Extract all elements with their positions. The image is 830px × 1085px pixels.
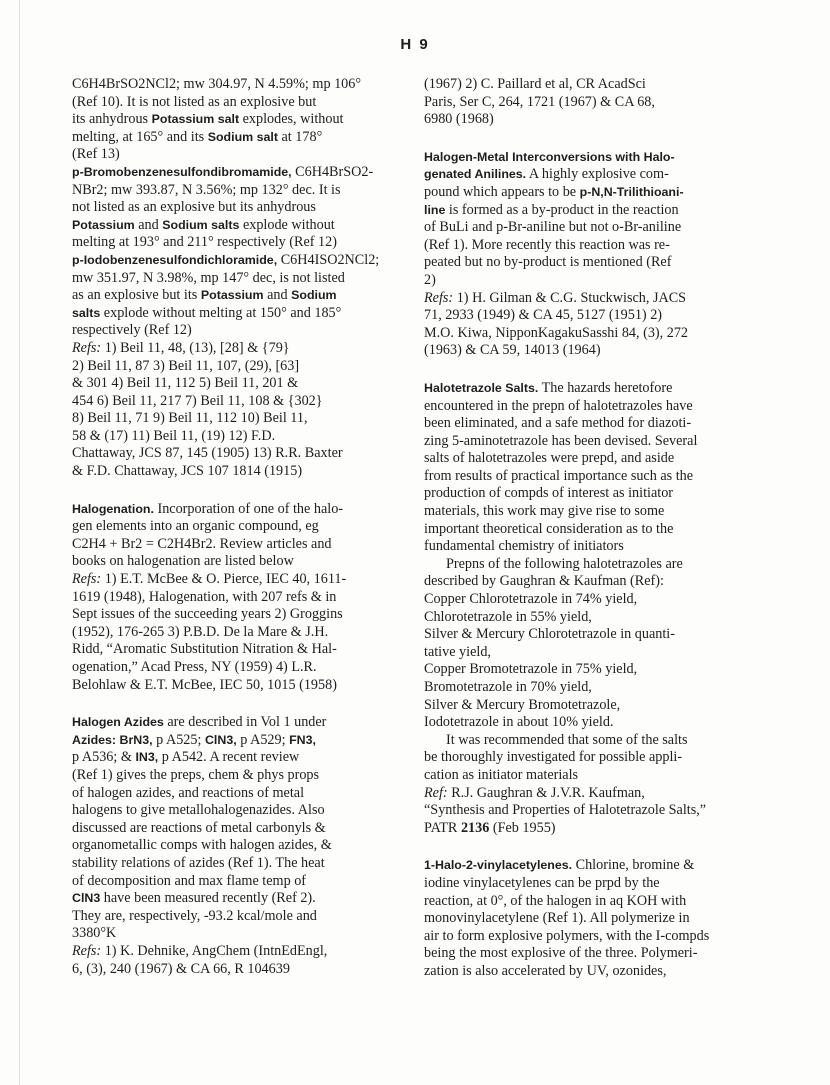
salt-term: Sodium [291, 288, 337, 303]
text-line: of BuLi and p-Br-aniline but not o-Br-aniline [424, 219, 682, 236]
text-line: iodine vinylacetylenes can be prpd by the [424, 874, 660, 891]
text-line: zation is also accelerated by UV, ozonides, [424, 962, 667, 979]
refs-label: Refs: [72, 942, 102, 959]
refs-label: Refs: [424, 289, 454, 306]
scan-edge [19, 0, 20, 1085]
reference-line: 6980 (1968) [424, 111, 494, 128]
salt-term: Potassium [200, 288, 264, 303]
reference-line: 6, (3), 240 (1967) & CA 66, R 104639 [72, 960, 290, 977]
text-line: discussed are reactions of metal carbonyls & [72, 819, 326, 836]
list-item: Silver & Mercury Bromotetrazole, [424, 696, 621, 713]
text-line: zing 5-aminotetrazole has been devised. Several [424, 432, 698, 449]
reference-line: Paris, Ser C, 264, 1721 (1967) & CA 68, [424, 93, 655, 110]
text-line: encountered in the prepn of halotetrazoles have [424, 397, 693, 414]
entry-halogenation: Halogenation. Incorporation of one of the halo- gen elements into an organic compound, eg C2H4 + Br2 = C2H4Br2. Review articles and books on halogenation are listed below Refs: 1) E.T. McBee & O. Pierce, IEC 40, 1611- 1619 (1948), Halogenation, with 207 refs & in Sept issues of the succeeding years 2) Groggins (1952), 176-265 3) P.B.D. De la Mare & J.H. Ridd, “Aromatic Substitution Nitration & Hal- ogenation,” Acad Press, NY (1959) 4) L.R. Belohlaw & E.T. McBee, IEC 50, 1015 (1958) [72, 501, 390, 695]
text-line: (Ref 1). More recently this reaction was re- [424, 236, 670, 253]
text-line: books on halogenation are listed below [72, 553, 294, 570]
text-line: gen elements into an organic compound, eg [72, 518, 319, 535]
entry-heading: 1-Halo-2-vinylacetylenes. [424, 858, 573, 873]
text-line: of decomposition and max flame temp of [72, 872, 307, 889]
text-line: mw 351.97, N 3.98%, mp 147° dec, is not listed [72, 269, 345, 286]
text-line: Prepns of the following halotetrazoles are [446, 555, 683, 572]
text-line: production of compds of interest as initiator [424, 485, 674, 502]
refs-label: Refs: [72, 571, 102, 588]
entry-halogen-azides: Halogen Azides are described in Vol 1 under Azides: BrN3, p A525; ClN3, p A529; FN3, p A536; & IN3, p A542. A recent review (Ref 1) gives the preps, chem & phys props of halogen azides, and reactions of metal halogens to give metallohalogenazides. Also discussed are reactions of metal carbonyls & organometallic comps with halogen azides, & stability relations of azides (Ref 1). The heat of decomposition and max flame temp of ClN3 have been measured recently (Ref 2). They are, respectively, -93.2 kcal/mole and 3380°K Refs: 1) K. Dehnike, AngChem (IntnEdEngl, 6, (3), 240 (1967) & CA 66, R 104639 [72, 714, 390, 978]
text-line: materials, this work may give rise to some [424, 503, 665, 520]
entry-chlorobenzenesulfondichloramide: C6H4BrSO2NCl2; mw 304.97, N 4.59%; mp 106° (Ref 10). It is not listed as an explosive but its anhydrous Potassium salt explodes, without melting, at 165° and its Sodium salt at 178° (Ref 13) [72, 76, 390, 164]
text-line: been eliminated, and a safe method for diazoti- [424, 415, 692, 432]
formula: C6H4BrSO2- [291, 163, 374, 180]
page-number: H 9 [400, 36, 430, 53]
list-item: Silver & Mercury Chlorotetrazole in quanti- [424, 626, 675, 643]
text-line: They are, respectively, -93.2 kcal/mole and [72, 907, 317, 924]
salt-term: salts [72, 305, 101, 320]
text-line: halogens to give metallohalogenazides. Also [72, 802, 325, 819]
text-line: monovinylacetylene (Ref 1). All polymerize in [424, 910, 690, 927]
left-column [72, 76, 390, 978]
salt-term: Potassium [72, 217, 135, 232]
text-line: important theoretical consideration as to the [424, 520, 674, 537]
text-line: 2) [424, 271, 436, 288]
text-line: 3380°K [72, 925, 117, 942]
list-item: Copper Chlorotetrazole in 74% yield, [424, 591, 638, 608]
text-line: from results of practical importance such as the [424, 467, 694, 484]
entry-bromobenzenesulfondibromamide: p-Bromobenzenesulfondibromamide, C6H4BrSO2- NBr2; mw 393.87, N 3.56%; mp 132° dec. It is not listed as an explosive but its anhydrous Potassium and Sodium salts explode without melting at 193° and 211° respectively (Ref 12) [72, 164, 390, 252]
reference-line: M.O. Kiwa, NipponKagakuSasshi 84, (3), 272 [424, 324, 689, 341]
text-line: be thoroughly investigated for possible appli- [424, 749, 683, 766]
text-line: being the most explosive of the three. Polymeri- [424, 945, 698, 962]
text-line: peated but no by-product is mentioned (Ref [424, 254, 672, 271]
text-line: C6H4BrSO2NCl2; mw 304.97, N 4.59%; mp 106° [72, 76, 362, 92]
reference-line: Belohlaw & E.T. McBee, IEC 50, 1015 (1958) [72, 676, 337, 693]
references-block: Refs: 1) Beil 11, 48, (13), [28] & {79} 2) Beil 11, 87 3) Beil 11, 107, (29), [63] & 301 4) Beil 11, 112 5) Beil 11, 201 & 454 6) Beil 11, 217 7) Beil 11, 108 & {302} 8) Beil 11, 71 9) Beil 11, 112 10) Beil 11, 58 & (17) 11) Beil 11, (19) 12) F.D. Chattaway, JCS 87, 145 (1905) 13) R.R. Baxter & F.D. Chattaway, JCS 107 1814 (1915) [72, 340, 390, 481]
formula: C6H4ISO2NCl2; [277, 251, 380, 268]
text-line: NBr2; mw 393.87, N 3.56%; mp 132° dec. It is [72, 181, 341, 198]
reference-line: 1619 (1948), Halogenation, with 207 refs & in [72, 588, 337, 605]
entry-heading: Halogen-Metal Interconversions with Halo- [424, 149, 675, 164]
text-line: melting at 193° and 211° respectively (Ref 12) [72, 234, 337, 251]
text-line: organometallic comps with halogen azides, & [72, 837, 332, 854]
reference-line: (1952), 176-265 3) P.B.D. De la Mare & J.H. [72, 623, 329, 640]
entry-halo-vinylacetylenes: 1-Halo-2-vinylacetylenes. Chlorine, bromine & iodine vinylacetylenes can be prpd by the reaction, at 0°, of the halogen in aq KOH with monovinylacetylene (Ref 1). All polymerize in air to form explosive polymers, with the I-compds being the most explosive of the three. Polymeri- zation is also accelerated by UV, ozonides, [424, 857, 742, 980]
text-line: reaction, at 0°, of the halogen in aq KOH with [424, 892, 687, 909]
list-item: Iodotetrazole in about 10% yield. [424, 714, 614, 731]
entry-heading: Halogenation. [72, 501, 154, 516]
reference-line: “Synthesis and Properties of Halotetrazole Salts,” [424, 802, 707, 819]
entry-halotetrazole-salts: Halotetrazole Salts. The hazards heretofore encountered in the prepn of halotetrazoles have been eliminated, and a safe method for diazoti- zing 5-aminotetrazole has been devised. Several salts of halotetrazoles were prepd, and aside from results of practical importance such as the production of compds of interest as initiator materials, this work may give rise to some important theoretical consideration as to the fundamental chemistry of initiators Prepns of the following halotetrazoles are described by Gaughran & Kaufman (Ref): Copper Chlorotetrazole in 74% yield, Chlorotetrazole in 55% yield, Silver & Mercury Chlorotetrazole in quanti- tative yield, Copper Bromotetrazole in 75% yield, Bromotetrazole in 70% yield, Silver & Mercury Bromotetrazole, Iodotetrazole in about 10% yield. It was recommended that some of the salts be thoroughly investigated for possible appli- cation as initiator materials Ref: R.J. Gaughran & J.V.R. Kaufman, “Synthesis and Properties of Halotetrazole Salts,” PATR 2136 (Feb 1955) [424, 380, 742, 837]
list-item: Copper Bromotetrazole in 75% yield, [424, 661, 638, 678]
entry-iodobenzenesulfondichloramide: p-Iodobenzenesulfondichloramide, C6H4ISO2NCl2; mw 351.97, N 3.98%, mp 147° dec, is not listed as an explosive but its Potassium and Sodium salts explode without melting at 150° and 185° respectively (Ref 12) [72, 252, 390, 340]
list-item: tative yield, [424, 643, 491, 660]
reference-line: Chattaway, JCS 87, 145 (1905) 13) R.R. Baxter [72, 445, 343, 462]
reference-line: Sept issues of the succeeding years 2) Groggins [72, 606, 343, 623]
reference-line: ogenation,” Acad Press, NY (1959) 4) L.R. [72, 659, 317, 675]
list-item: Bromotetrazole in 70% yield, [424, 679, 592, 695]
entry-heading: genated Anilines. [424, 167, 527, 182]
salt-term: Sodium salts [162, 217, 240, 232]
entry-halogen-metal-interconversions: Halogen-Metal Interconversions with Halo- genated Anilines. A highly explosive com- pound which appears to be p-N,N-Trilithioani- line is formed as a by-product in the reaction of BuLi and p-Br-aniline but not o-Br-aniline (Ref 1). More recently this reaction was re- peated but no by-product is mentioned (Ref 2) Refs: 1) H. Gilman & C.G. Stuckwisch, JACS 71, 2933 (1949) & CA 45, 5127 (1951) 2) M.O. Kiwa, NipponKagakuSasshi 84, (3), 272 (1963) & CA 59, 14013 (1964) [424, 149, 742, 360]
text-line: stability relations of azides (Ref 1). The heat [72, 854, 325, 871]
reference-line: 2) Beil 11, 87 3) Beil 11, 107, (29), [63] [72, 357, 300, 374]
text-line: fundamental chemistry of initiators [424, 538, 624, 555]
list-item: Chlorotetrazole in 55% yield, [424, 608, 592, 625]
text-line: air to form explosive polymers, with the I-compds [424, 927, 710, 944]
salt-term: Sodium salt [207, 129, 278, 144]
reference-line: (1967) 2) C. Paillard et al, CR AcadSci [424, 76, 646, 92]
text-line: (Ref 1) gives the preps, chem & phys props [72, 766, 320, 783]
text-line: cation as initiator materials [424, 766, 579, 783]
reference-line: 8) Beil 11, 71 9) Beil 11, 112 10) Beil 11, [72, 410, 308, 427]
reference-line: 58 & (17) 11) Beil 11, (19) 12) F.D. [72, 427, 276, 444]
text-line: C2H4 + Br2 = C2H4Br2. Review articles and [72, 535, 332, 552]
text-line: salts of halotetrazoles were prepd, and aside [424, 450, 675, 467]
refs-label: Refs: [72, 339, 102, 356]
right-column [424, 76, 742, 981]
text-line: (Ref 13) [72, 146, 120, 163]
text-line: It was recommended that some of the salts [446, 731, 688, 748]
text-line: (Ref 10). It is not listed as an explosive but [72, 93, 317, 110]
reference-line: 454 6) Beil 11, 217 7) Beil 11, 108 & {302} [72, 392, 323, 409]
salt-term: Potassium salt [151, 112, 240, 127]
refs-label: Ref: [424, 784, 448, 801]
reference-line: & F.D. Chattaway, JCS 107 1814 (1915) [72, 463, 303, 480]
continued-references [424, 76, 742, 129]
text-line: not listed as an explosive but its anhydrous [72, 199, 316, 216]
text-line: of halogen azides, and reactions of metal [72, 784, 305, 801]
entry-heading: p-Iodobenzenesulfondichloramide, [72, 252, 278, 267]
reference-line: 71, 2933 (1949) & CA 45, 5127 (1951) 2) [424, 307, 663, 324]
reference-line: (1963) & CA 59, 14013 (1964) [424, 342, 601, 359]
text-line: respectively (Ref 12) [72, 322, 192, 339]
entry-heading: Halogen Azides [72, 715, 164, 730]
entry-heading: Halotetrazole Salts. [424, 380, 539, 395]
reference-line: & 301 4) Beil 11, 112 5) Beil 11, 201 & [72, 375, 299, 392]
text-line: described by Gaughran & Kaufman (Ref): [424, 573, 664, 590]
reference-line: Ridd, “Aromatic Substitution Nitration & Hal- [72, 641, 337, 658]
entry-heading: p-Bromobenzenesulfondibromamide, [72, 164, 292, 179]
